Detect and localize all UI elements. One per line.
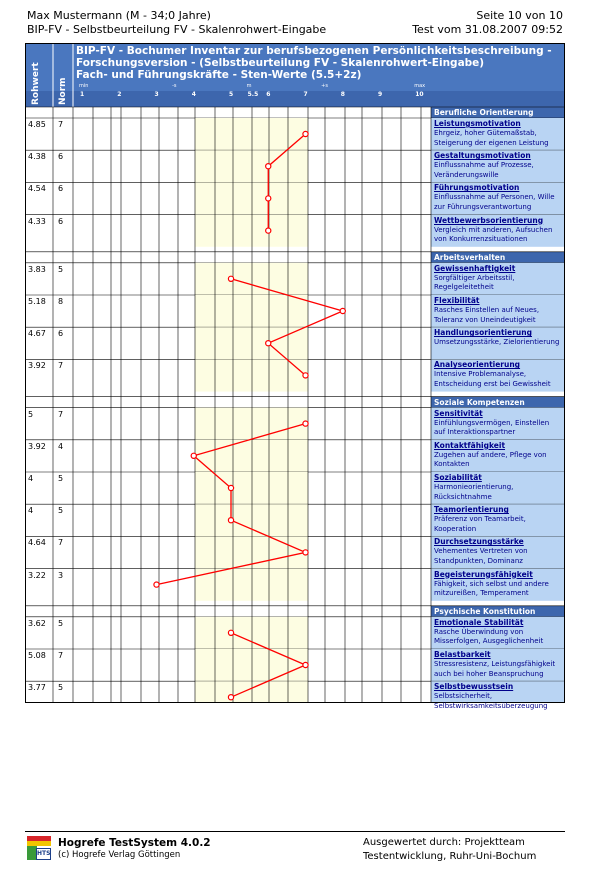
scale-description: Intensive Problemanalyse, Entscheidung erst bei Gewissheit [434, 370, 551, 388]
profile-point [191, 453, 196, 458]
scale-name: Analyseorientierung [434, 360, 521, 370]
scale-description: Ehrgeiz, hoher Gütemaßstab, Steigerung der eigenen Leistung [434, 129, 549, 147]
rohwert-value: 4.85 [28, 120, 46, 129]
norm-value: 5 [58, 618, 64, 628]
scale-name: Emotionale Stabilität [434, 617, 524, 627]
norm-value: 7 [58, 361, 64, 371]
rohwert-value: 4.38 [28, 152, 46, 162]
profile-point [228, 518, 233, 523]
norm-value: 6 [58, 152, 64, 162]
profile-point [303, 373, 308, 378]
average-band [195, 182, 308, 214]
scale-name: Belastbarkeit [434, 650, 491, 659]
norm-value: 5 [58, 683, 64, 693]
page-number: Seite 10 von 10 [476, 9, 563, 22]
average-band [195, 649, 308, 681]
scale-description: Stressresistenz, Leistungsfähigkeit auch bei hoher Beanspruchung [434, 660, 556, 678]
scale-description: Rasche Überwindung von Misserfolgen, Ausgeglichenheit [434, 627, 544, 646]
average-band [195, 681, 308, 703]
norm-value: 7 [58, 120, 64, 129]
scale-name: Durchsetzungsstärke [434, 537, 524, 547]
footer-evaluated-by: Ausgewertet durch: Projektteam [363, 837, 525, 848]
average-band [195, 440, 308, 472]
scale-name: Führungsmotivation [434, 183, 520, 193]
scale-description: Harmonieorientierung, Rücksichtnahme [434, 483, 514, 501]
profile-point [303, 421, 308, 426]
scale-description: Sorgfältiger Arbeitsstil, Regelgeleitetheit [434, 273, 515, 292]
person-info: Max Mustermann (M - 34;0 Jahre) [27, 9, 211, 22]
average-band [195, 150, 308, 182]
hts-logo [27, 836, 51, 860]
profile-point [303, 131, 308, 136]
norm-value: 5 [58, 264, 64, 274]
category-label: Arbeitsverhalten [434, 252, 506, 262]
footer-brand: Hogrefe TestSystem 4.0.2 [58, 837, 211, 849]
profile-point [303, 550, 308, 555]
average-band [195, 617, 308, 649]
scale-marker-max: max [414, 83, 426, 89]
scale-name: Teamorientierung [434, 505, 509, 515]
scale-tick-label: 4 [191, 91, 196, 98]
profile-point [228, 485, 233, 490]
norm-value: 8 [58, 297, 64, 306]
column-header-rohwert: Rohwert [31, 62, 41, 105]
rohwert-value: 4.64 [28, 538, 46, 548]
test-date: Test vom 31.08.2007 09:52 [412, 23, 563, 36]
category-label: Soziale Kompetenzen [434, 397, 525, 407]
scale-description: Rasches Einstellen auf Neues, Toleranz von Uneindeutigkeit [434, 306, 540, 324]
norm-value: 7 [58, 409, 64, 419]
scale-description: Umsetzungsstärke, Zielorientierung [434, 338, 560, 347]
average-band [195, 118, 308, 150]
scale-description: Einflussnahme auf Prozesse, Veränderungswille [434, 161, 534, 179]
rohwert-value: 4.67 [28, 329, 46, 339]
profile-point [266, 196, 271, 201]
profile-point [303, 662, 308, 667]
footer-rule [25, 831, 565, 832]
profile-point [154, 582, 159, 587]
scale-tick-label: 1 [80, 91, 85, 98]
average-band [195, 569, 308, 601]
scale-tick-label: 9 [378, 91, 383, 98]
rohwert-value: 4 [28, 506, 34, 516]
profile-point [266, 164, 271, 169]
scale-name: Handlungsorientierung [434, 328, 532, 338]
scale-description: Selbstsicherheit, Selbstwirksamkeitsüberzeugung [434, 692, 548, 710]
scale-name: Flexibilität [434, 296, 480, 305]
profile-point [266, 341, 271, 346]
profile-table [25, 43, 565, 710]
norm-value: 5 [58, 474, 64, 483]
average-band [195, 327, 308, 359]
scale-description: Einfühlungsvermögen, Einstellen auf Interaktionspartner [434, 418, 550, 437]
scale-name: Begeisterungsfähigkeit [434, 569, 533, 579]
rohwert-value: 5.18 [28, 297, 46, 306]
scale-tick-label: 10 [415, 91, 424, 98]
scale-name: Soziabilität [434, 473, 482, 482]
scale-tick-label: 5 [229, 91, 234, 98]
profile-point [266, 228, 271, 233]
norm-value: 6 [58, 329, 64, 339]
scale-description: Zugehen auf andere, Pflege von Kontakten [434, 450, 547, 469]
norm-value: 3 [58, 570, 64, 580]
profile-point [228, 695, 233, 700]
scale-tick-label: 7 [303, 91, 308, 98]
footer-publisher: (c) Hogrefe Verlag Göttingen [58, 850, 181, 860]
scale-marker-m: m [246, 83, 252, 89]
rohwert-value: 3.22 [28, 570, 46, 580]
scale-name: Gestaltungsmotivation [434, 151, 531, 161]
norm-value: 6 [58, 216, 64, 226]
average-band [195, 359, 308, 391]
average-band [195, 215, 308, 247]
rohwert-value: 4.54 [28, 184, 46, 194]
rohwert-value: 5.08 [28, 651, 46, 660]
table-title-line: Fach- und Führungskräfte - Sten-Werte (5.5+2z) [76, 69, 362, 81]
hts-logo-text: HTS [37, 850, 51, 857]
rohwert-value: 3.77 [28, 683, 46, 693]
scale-tick-label: 6 [266, 91, 271, 98]
rohwert-value: 3.92 [28, 361, 46, 371]
average-band [195, 295, 308, 327]
norm-value: 5 [58, 506, 64, 516]
category-label: Berufliche Orientierung [434, 108, 534, 117]
scale-description: Vergleich mit anderen, Aufsuchen von Konkurrenzsituationen [434, 225, 553, 244]
scale-description: Präferenz von Teamarbeit, Kooperation [434, 515, 526, 533]
scale-band [25, 91, 565, 107]
average-band [195, 263, 308, 295]
scale-tick-label: 2 [117, 91, 122, 98]
scale-name: Selbstbewusstsein [434, 682, 514, 692]
profile-point [228, 276, 233, 281]
scale-marker-m4: -s [172, 83, 177, 89]
scale-tick-label: 8 [340, 91, 345, 98]
test-info: BIP-FV - Selbstbeurteilung FV - Skalenrohwert-Eingabe [27, 23, 327, 36]
norm-value: 7 [58, 538, 64, 548]
average-band [195, 408, 308, 440]
average-band [195, 504, 308, 536]
scale-description: Vehementes Vertreten von Standpunkten, Dominanz [434, 547, 528, 565]
category-label: Psychische Konstitution [434, 606, 536, 616]
norm-value: 6 [58, 184, 64, 194]
table-title-line: BIP-FV - Bochumer Inventar zur berufsbezogenen Persönlichkeitsbeschreibung - [76, 45, 552, 57]
rohwert-value: 3.92 [28, 441, 46, 451]
rohwert-value: 4 [28, 474, 34, 483]
profile-point [228, 630, 233, 635]
scale-marker-min: min [79, 83, 89, 89]
scale-name: Sensitivität [434, 408, 483, 418]
profile-point [340, 308, 345, 313]
scale-description: Fähigkeit, sich selbst und andere mitzureißen, Temperament [434, 579, 549, 598]
scale-name: Gewissenhaftigkeit [434, 263, 516, 273]
rohwert-value: 4.33 [28, 216, 46, 226]
scale-name: Kontaktfähigkeit [434, 440, 506, 450]
average-band [195, 472, 308, 504]
column-header-norm: Norm [58, 77, 68, 105]
rohwert-value: 3.62 [28, 618, 46, 628]
scale-tick-label: 3 [154, 91, 159, 98]
table-title-line: Forschungsversion - (Selbstbeurteilung FV - Skalenrohwert-Eingabe) [76, 57, 485, 69]
scale-name: Leistungsmotivation [434, 119, 521, 128]
scale-description: Einflussnahme auf Personen, Wille zur Führungsverantwortung [434, 193, 555, 211]
norm-value: 7 [58, 651, 64, 660]
scale-marker-p4: +s [321, 83, 328, 89]
norm-value: 4 [58, 441, 64, 451]
footer-developer: Testentwicklung, Ruhr-Uni-Bochum [363, 851, 537, 862]
rohwert-value: 5 [28, 409, 34, 419]
scale-name: Wettbewerbsorientierung [434, 215, 544, 225]
rohwert-value: 3.83 [28, 264, 46, 274]
scale-tick-label: 5.5 [247, 91, 259, 98]
